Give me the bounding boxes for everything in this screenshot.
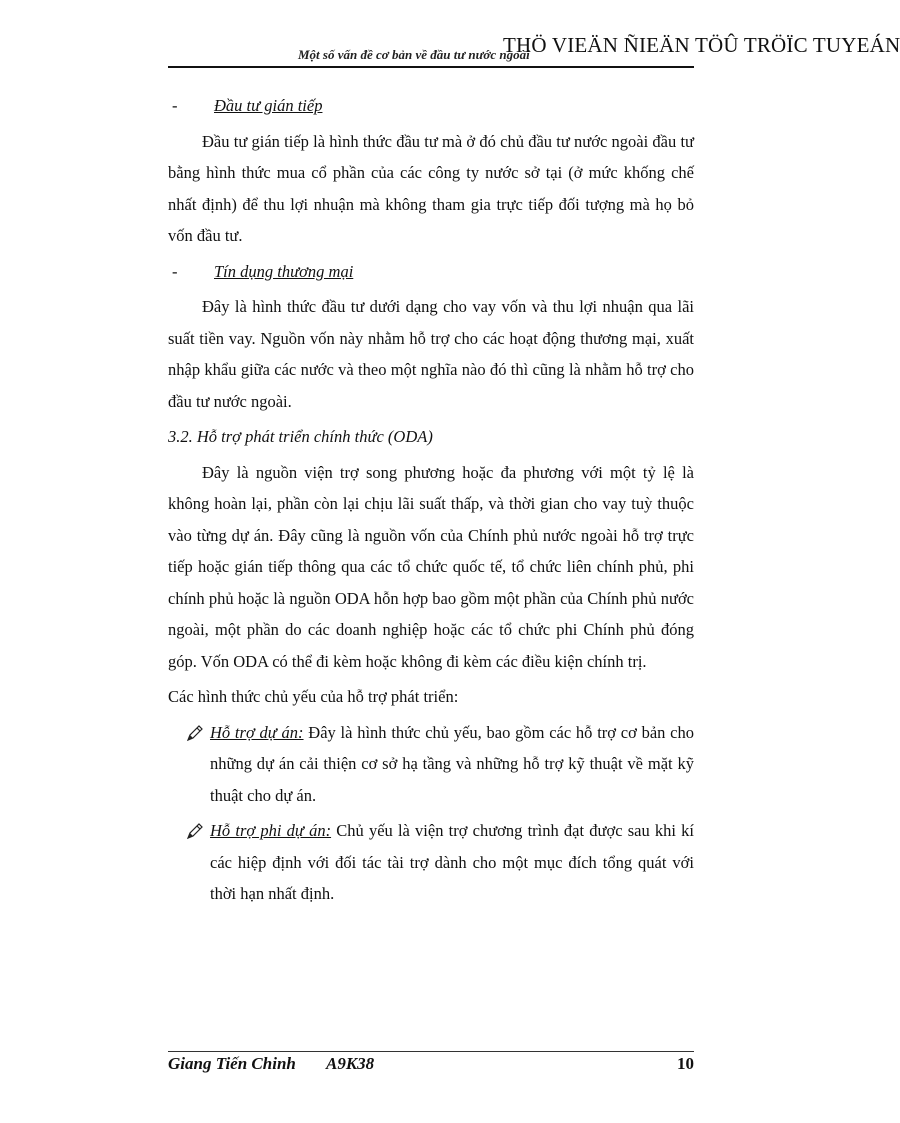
indirect-investment-heading [168,90,694,122]
page-body [168,90,694,914]
footer-author: Giang Tiến Chinh [168,1054,296,1073]
heading-text: Tín dụng thương mại [214,261,354,281]
pencil-icon [186,724,204,742]
item-text: Chủ yếu là viện trợ chương trình đạt được sau khi kí các hiệp định với đối tác tài trợ dành cho một mục đích tổng quát với thời hạn nhất định. [210,821,694,903]
list-item [168,717,694,812]
item-label: Hỗ trợ phi dự án: [210,821,332,840]
list-item [168,815,694,910]
commercial-credit-paragraph: Đây là hình thức đầu tư dưới dạng cho vay vốn và thu lợi nhuận qua lãi suất tiền vay. Nguồn vốn này nhằm hỗ trợ cho các hoạt động thương mại, xuất nhập khẩu giữa các nước và theo một nghĩa nào đó thì cũng là nhằm hỗ trợ cho đầu tư nước ngoài. [168,297,694,411]
pencil-icon [186,822,204,840]
indirect-investment-paragraph: Đầu tư gián tiếp là hình thức đầu tư mà ở đó chủ đầu tư nước ngoài đầu tư bằng hình thức mua cổ phần của các công ty nước sở tại (ở mức khống chế nhất định) để thu lợi nhuận mà không tham gia trực tiếp đối tượng mà họ bỏ vốn đầu tư. [168,131,694,245]
library-watermark: THÖ VIEÄN ÑIEÄN TÖÛ TRÖÏC TUYEÁN [503,33,900,57]
page-number: 10 [677,1054,694,1073]
header-rule [168,66,694,68]
heading-text: Đầu tư gián tiếp [214,96,323,115]
item-label: Hỗ trợ dự án: [210,722,304,742]
dash-marker: - [172,96,178,115]
forms-intro: Các hình thức chủ yếu của hỗ trợ phát triển: [168,687,459,706]
dash-marker: - [172,261,178,281]
footer-rule [168,1051,694,1052]
commercial-credit-heading [168,256,694,288]
running-header-title: Một số vấn đề cơ bản về đầu tư nước ngoài [298,47,530,62]
oda-paragraph: Đây là nguồn viện trợ song phương hoặc đa phương với một tỷ lệ là không hoàn lại, phần còn lại chịu lãi suất thấp, và thời gian cho vay tuỳ thuộc vào từng dự án. Đây cũng là nguồn vốn của Chính phủ nước ngoài hỗ trợ trực tiếp hoặc gián tiếp thông qua các tổ chức quốc tế, tổ chức liên chính phủ, phi chính phủ hoặc là nguồn ODA hỗn hợp bao gồm một phần của Chính phủ nước ngoài, một phần do các doanh nghiệp hoặc các tổ chức phi Chính phủ đóng góp. Vốn ODA có thể đi kèm hoặc không đi kèm các điều kiện chính trị. [168,462,694,671]
item-text: Đây là hình thức chủ yếu, bao gồm các hỗ trợ cơ bản cho những dự án cải thiện cơ sở hạ tầng và những hỗ trợ kỹ thuật về mặt kỹ thuật cho dự án. [210,722,694,805]
oda-section-title: 3.2. Hỗ trợ phát triển chính thức (ODA) [168,427,433,446]
footer-class: A9K38 [326,1054,375,1073]
